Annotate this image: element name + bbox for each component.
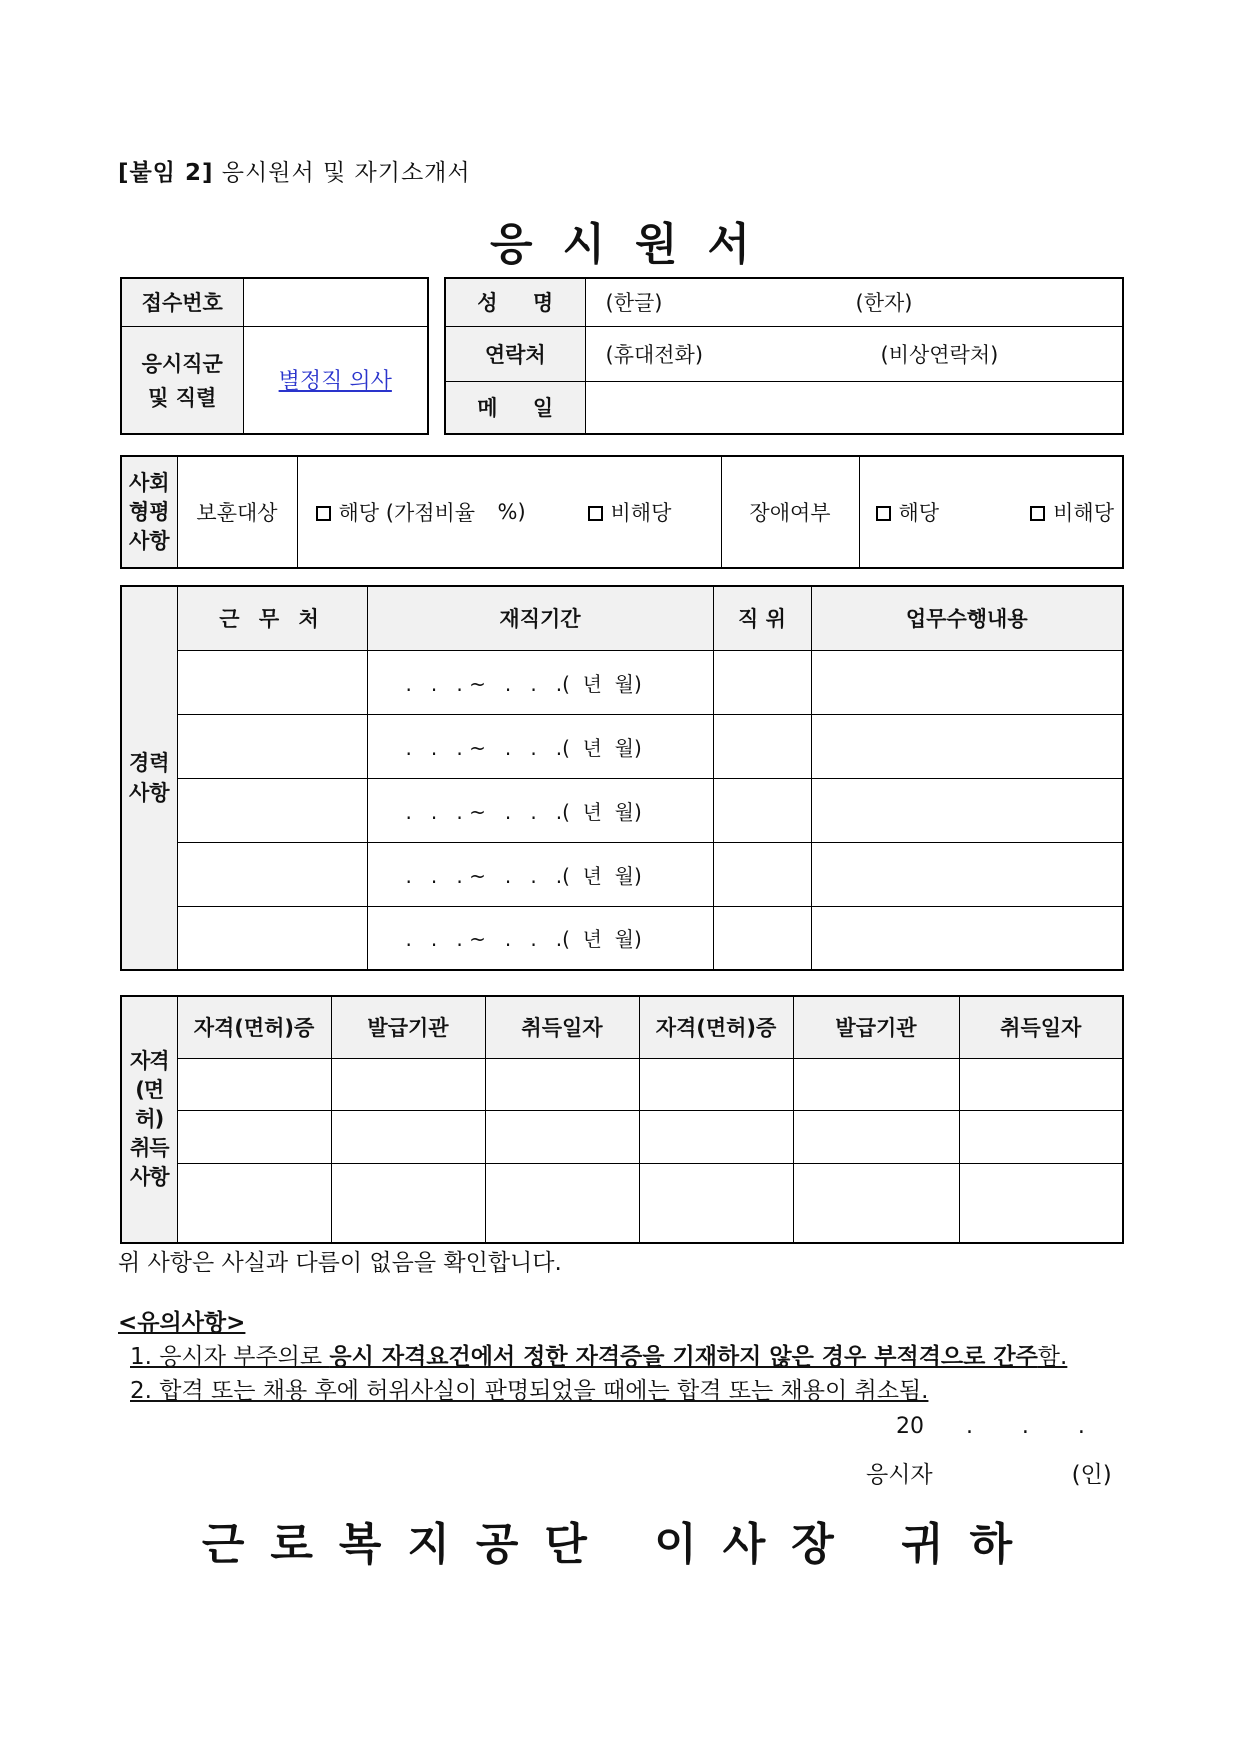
career-header-position: 직 위 (713, 586, 811, 650)
career-duties-cell[interactable] (811, 842, 1123, 906)
attachment-tag: [붙임 2] (118, 160, 214, 186)
license-cell[interactable] (793, 1111, 959, 1164)
career-position-cell[interactable] (713, 778, 811, 842)
disability-no-label: 비해당 (1053, 501, 1114, 525)
table-row (121, 906, 1123, 970)
license-cell[interactable] (331, 1111, 485, 1164)
table-row (121, 1111, 1123, 1164)
form-title: 응시원서 (489, 219, 780, 270)
social-side-label-1: 사회 (128, 470, 170, 495)
license-cell[interactable] (331, 1058, 485, 1111)
license-cell[interactable] (331, 1164, 485, 1243)
career-period-cell[interactable]: . . . ~ . . .( 년 월) (367, 650, 713, 714)
license-cell[interactable] (485, 1058, 639, 1111)
name-field[interactable] (585, 278, 1123, 326)
license-side-label (121, 996, 177, 1243)
addressee: 근로복지공단 이사장 귀하 (201, 1519, 1039, 1570)
license-cell[interactable] (485, 1111, 639, 1164)
license-side-label-4: 사항 (129, 1165, 169, 1189)
career-header-workplace: 근 무 처 (177, 586, 367, 650)
personal-info-table (444, 277, 1124, 435)
license-header-name-2: 자격(면허)증 (639, 996, 793, 1058)
license-side-label-2: (면허) (135, 1078, 164, 1131)
date-line[interactable]: 20 . . . (896, 1414, 1085, 1439)
license-header-date-2: 취득일자 (959, 996, 1123, 1058)
checkbox-icon[interactable] (876, 506, 891, 521)
notice-1-bold: 응시 자격요건에서 정한 자격증을 기재하지 않은 경우 부적격으로 간주 (329, 1344, 1038, 1370)
notice-1-post: 함. (1037, 1344, 1068, 1370)
social-side-label (121, 456, 177, 568)
email-field[interactable] (585, 381, 1123, 434)
table-row (121, 650, 1123, 714)
career-side-label (121, 586, 177, 970)
career-workplace-cell[interactable] (177, 842, 367, 906)
license-cell[interactable] (639, 1058, 793, 1111)
table-row (121, 1058, 1123, 1111)
contact-label: 연락처 (445, 326, 585, 381)
veteran-label: 보훈대상 (177, 456, 297, 568)
notice-title: <유의사항> (118, 1310, 246, 1336)
license-cell[interactable] (177, 1164, 331, 1243)
notice-item-2: 2. 합격 또는 채용 후에 허위사실이 판명되었을 때에는 합격 또는 채용이 취소됨. (130, 1378, 929, 1404)
receipt-no-field[interactable] (243, 278, 428, 326)
career-workplace-cell[interactable] (177, 778, 367, 842)
name-korean-label: (한글) (605, 291, 663, 316)
social-equity-table (120, 455, 1124, 569)
veteran-yes-option[interactable] (316, 501, 476, 525)
disability-label: 장애여부 (721, 456, 859, 568)
career-position-cell[interactable] (713, 906, 811, 970)
career-position-cell[interactable] (713, 842, 811, 906)
social-side-label-2: 형평 (128, 499, 170, 524)
veteran-no-option[interactable] (588, 497, 672, 527)
applicant-signature-line[interactable]: 응시자 (인) (866, 1462, 1112, 1488)
notice-1-pre: 1. 응시자 부주의로 (130, 1344, 330, 1370)
checkbox-icon[interactable] (316, 506, 331, 521)
receipt-job-table (120, 277, 429, 435)
license-cell[interactable] (793, 1058, 959, 1111)
table-row (121, 842, 1123, 906)
job-label (121, 326, 243, 434)
social-side-label-3: 사항 (128, 528, 170, 553)
career-period-cell[interactable]: . . . ~ . . .( 년 월) (367, 906, 713, 970)
attachment-header (118, 154, 471, 187)
contact-field[interactable] (585, 326, 1123, 381)
email-label: 메 일 (445, 381, 585, 434)
career-period-cell[interactable]: . . . ~ . . .( 년 월) (367, 778, 713, 842)
career-header-period: 재직기간 (367, 586, 713, 650)
receipt-no-label: 접수번호 (121, 278, 243, 326)
career-side-label-1: 경력 (128, 751, 170, 775)
license-table (120, 995, 1124, 1244)
table-row (121, 778, 1123, 842)
table-row (121, 1164, 1123, 1243)
name-hanja-label: (한자) (855, 291, 913, 316)
license-header-issuer-2: 발급기관 (793, 996, 959, 1058)
career-position-cell[interactable] (713, 714, 811, 778)
disability-no-option[interactable] (1030, 497, 1114, 527)
license-cell[interactable] (485, 1164, 639, 1243)
notice-item-1 (130, 1338, 1067, 1371)
career-header-duties: 업무수행내용 (811, 586, 1123, 650)
license-cell[interactable] (793, 1164, 959, 1243)
career-table (120, 585, 1124, 971)
career-duties-cell[interactable] (811, 714, 1123, 778)
job-label-line1: 응시직군 (141, 351, 223, 376)
veteran-no-label: 비해당 (610, 501, 672, 525)
license-side-label-3: 취득 (129, 1136, 169, 1160)
career-workplace-cell[interactable] (177, 714, 367, 778)
contact-emergency-label: (비상연락처) (880, 342, 999, 367)
license-cell[interactable] (959, 1111, 1123, 1164)
license-side-label-1: 자격 (129, 1049, 169, 1073)
confirmation-text: 위 사항은 사실과 다름이 없음을 확인합니다. (118, 1250, 562, 1276)
veteran-options (297, 456, 721, 568)
license-cell[interactable] (959, 1058, 1123, 1111)
license-header-date: 취득일자 (485, 996, 639, 1058)
license-cell[interactable] (959, 1164, 1123, 1243)
career-side-label-2: 사항 (128, 781, 170, 805)
career-workplace-cell[interactable] (177, 650, 367, 714)
license-cell[interactable] (639, 1111, 793, 1164)
license-header-issuer: 발급기관 (331, 996, 485, 1058)
disability-yes-option[interactable] (876, 501, 940, 525)
career-duties-cell[interactable] (811, 906, 1123, 970)
job-value-link[interactable]: 별정직 의사 (278, 369, 392, 395)
career-period-cell[interactable]: . . . ~ . . .( 년 월) (367, 714, 713, 778)
attachment-title: 응시원서 및 자기소개서 (221, 160, 471, 186)
veteran-percent-label: %) (497, 500, 526, 524)
license-cell[interactable] (177, 1111, 331, 1164)
name-label: 성 명 (445, 278, 585, 326)
job-label-line2: 및 직렬 (148, 385, 217, 410)
license-cell[interactable] (639, 1164, 793, 1243)
career-position-cell[interactable] (713, 650, 811, 714)
checkbox-icon[interactable] (588, 506, 603, 521)
disability-yes-label: 해당 (898, 501, 940, 525)
job-value-cell (243, 326, 428, 434)
contact-mobile-label: (휴대전화) (605, 342, 704, 367)
veteran-yes-label: 해당 (가점비율 (338, 501, 476, 525)
table-row (121, 714, 1123, 778)
career-duties-cell[interactable] (811, 778, 1123, 842)
career-duties-cell[interactable] (811, 650, 1123, 714)
license-cell[interactable] (177, 1058, 331, 1111)
career-period-cell[interactable]: . . . ~ . . .( 년 월) (367, 842, 713, 906)
checkbox-icon[interactable] (1030, 506, 1045, 521)
license-header-name: 자격(면허)증 (177, 996, 331, 1058)
disability-options (859, 456, 1123, 568)
career-workplace-cell[interactable] (177, 906, 367, 970)
